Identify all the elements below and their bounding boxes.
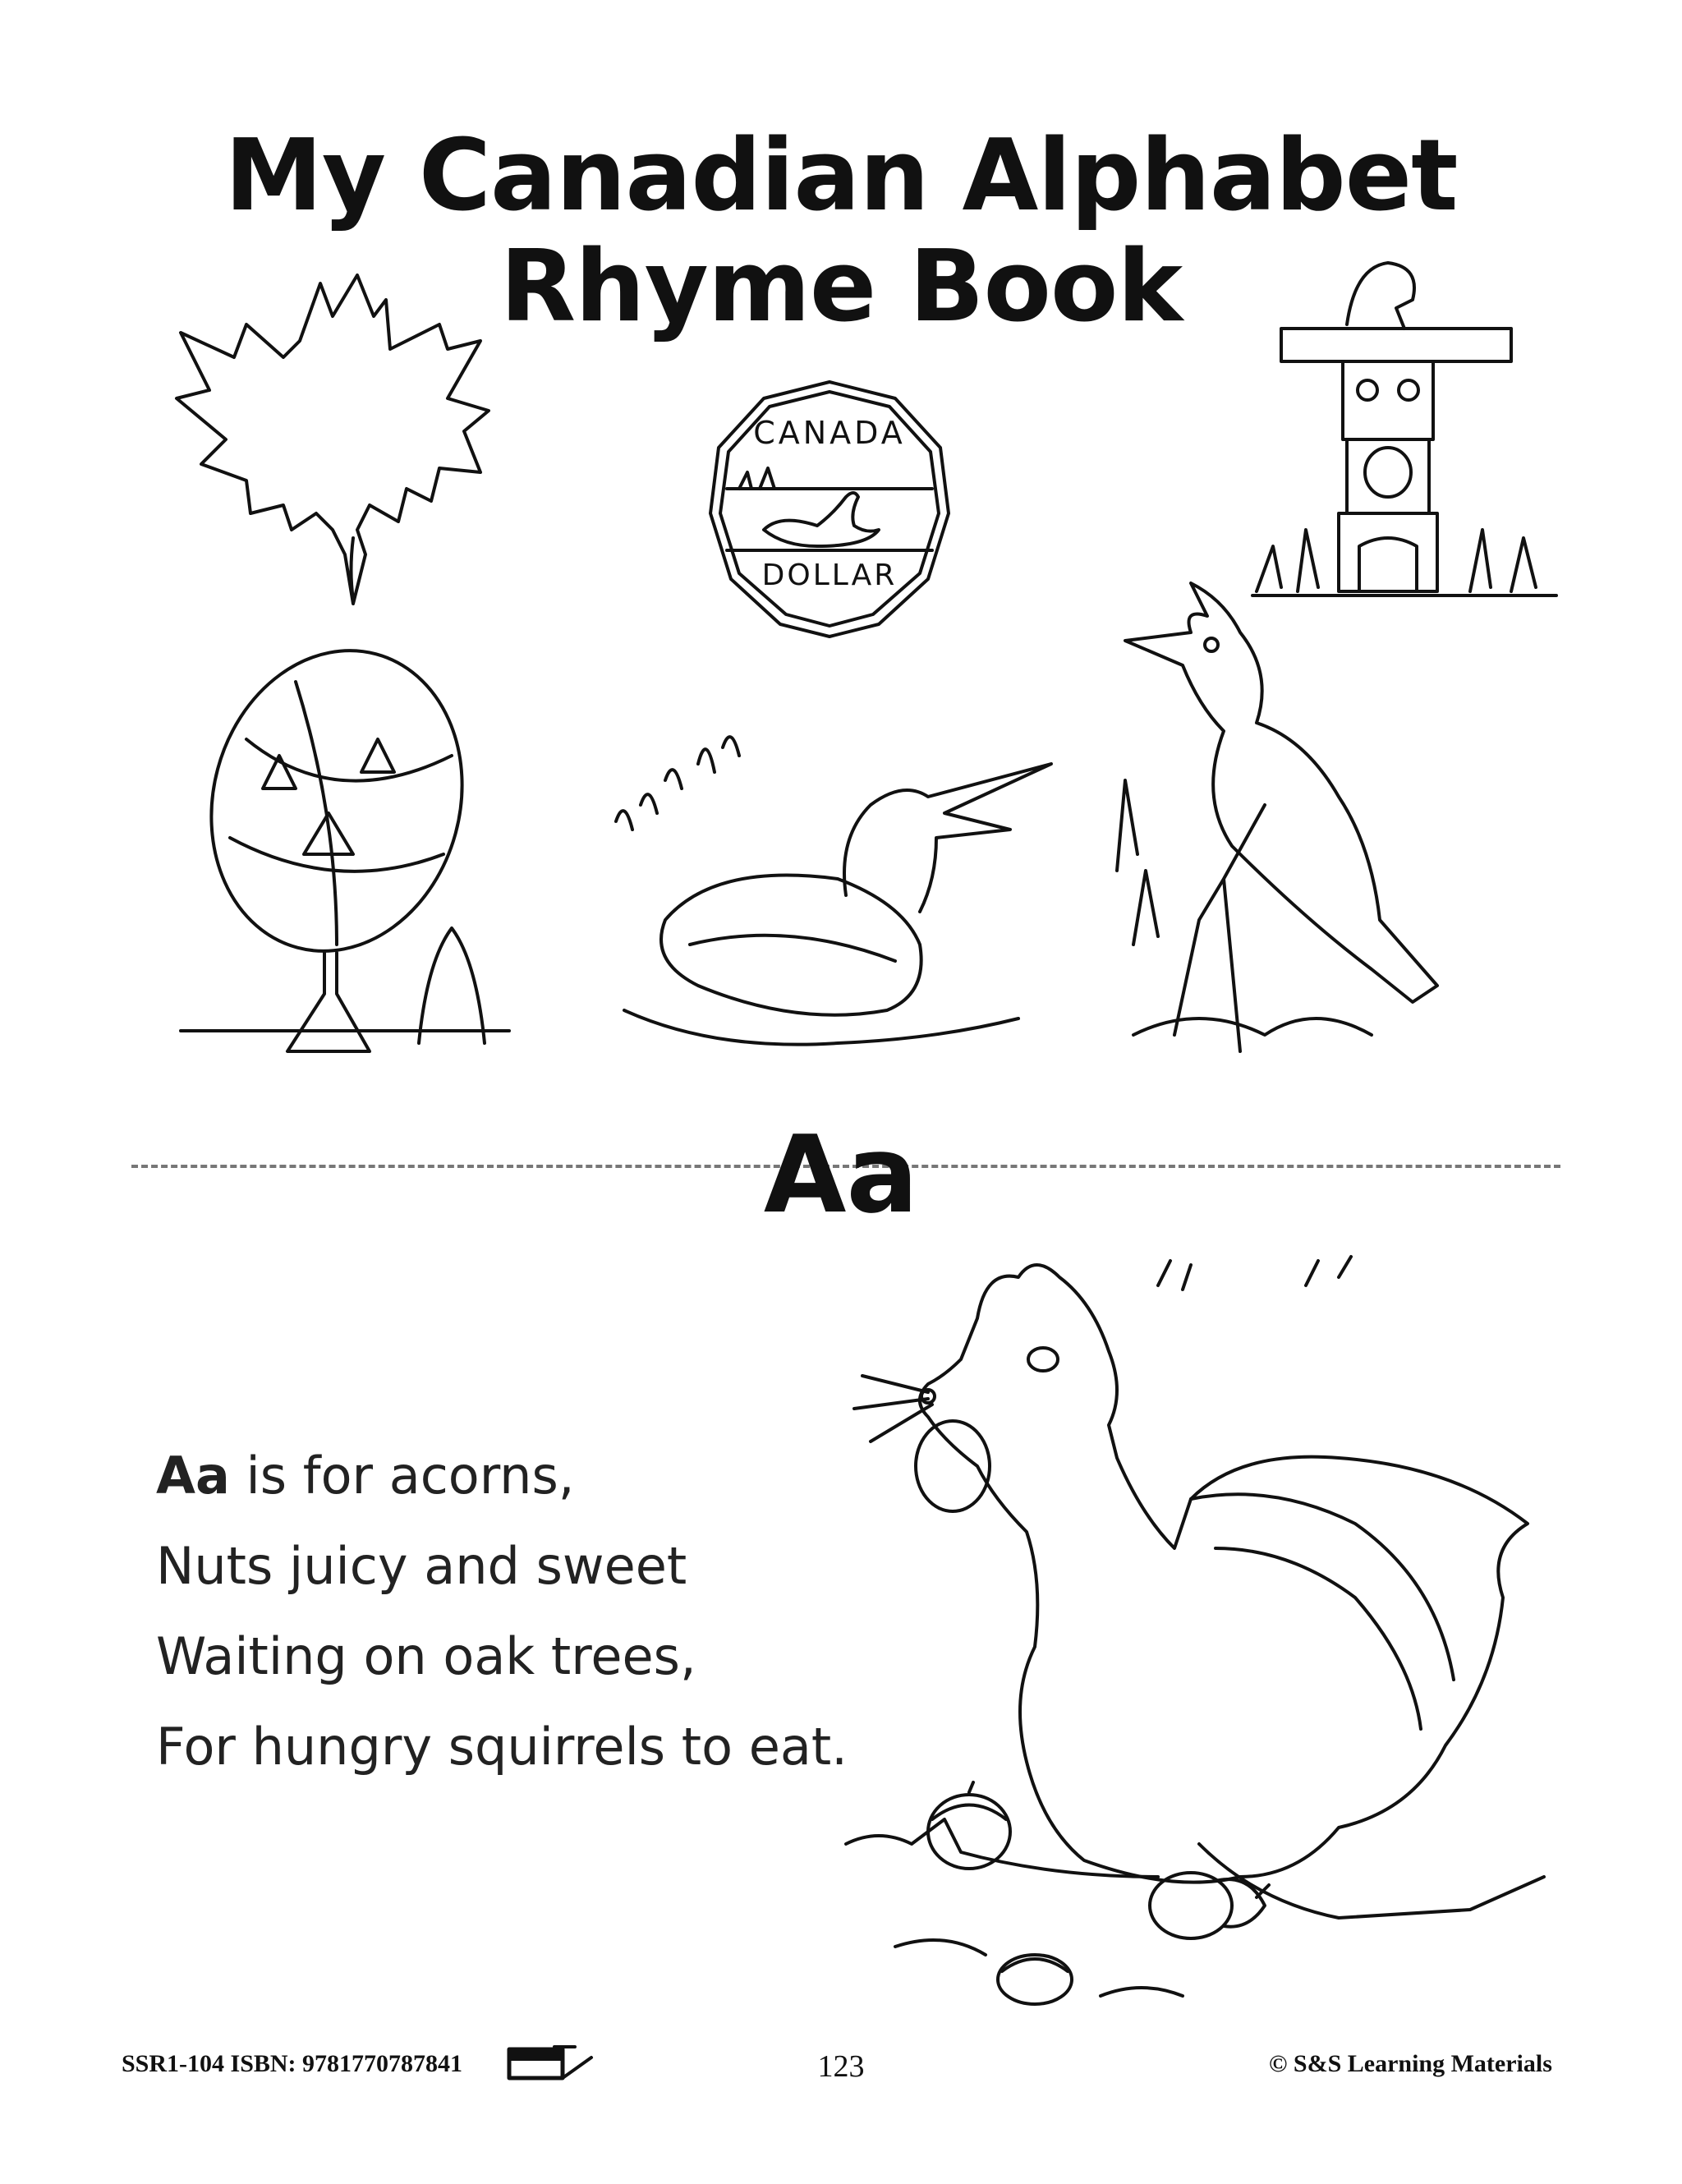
acorn-illustration [895, 1782, 1339, 2012]
totem-pole-illustration [1248, 251, 1560, 604]
loon-illustration [591, 715, 1076, 1076]
footer-copyright: © S&S Learning Materials [1269, 2050, 1552, 2077]
maple-leaf-illustration [168, 267, 513, 612]
rhyme-line-4: For hungry squirrels to eat. [156, 1717, 848, 1777]
rhyme-text [156, 1431, 848, 1792]
rhyme-line-1-text: is for acorns, [229, 1446, 575, 1506]
page-number: 123 [817, 2049, 865, 2084]
coin-top-text: CANADA [753, 415, 906, 451]
footer-isbn: SSR1-104 ISBN: 9781770787841 [122, 2050, 463, 2077]
book-title-line2: Rhyme Book [499, 230, 1183, 344]
letter-heading: Aa [763, 1112, 919, 1237]
pysanka-egg-illustration [181, 649, 526, 1060]
blue-jay-illustration [1101, 575, 1495, 1051]
rhyme-letter: Aa [156, 1446, 230, 1506]
rhyme-line-1 [156, 1431, 848, 1521]
rhyme-line-2: Nuts juicy and sweet [156, 1536, 687, 1596]
rhyme-line-3: Waiting on oak trees, [156, 1626, 696, 1686]
book-title-line1: My Canadian Alphabet [224, 119, 1458, 233]
coin-bottom-text: DOLLAR [761, 559, 898, 592]
